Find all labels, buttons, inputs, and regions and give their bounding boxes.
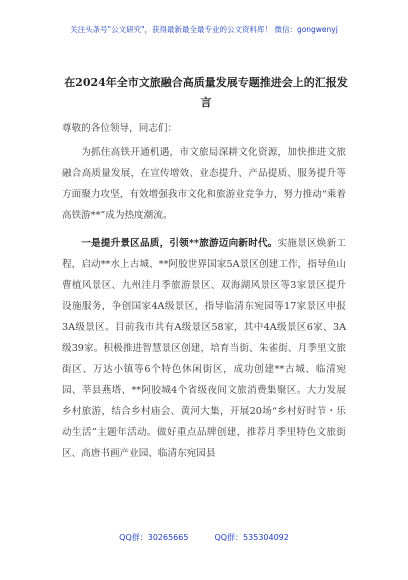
qq-footer — [0, 532, 408, 543]
paragraph-lead-heading: 一是提升景区品质，引领**旅游迈向新时代。 — [81, 238, 278, 249]
title-line-1: 在2024年全市文旅融合高质量发展专题推进会上的汇报发 — [64, 76, 348, 89]
title-line-2: 言 — [200, 96, 212, 109]
paragraph-intro: 为抓住高铁开通机遇，市文旅局深耕文化资源，加快推进文旅融合高质量发展，在宣传增效、业态提升、产品提质、服务提升等方面聚力攻坚，有效增强我市文化和旅游业竞争力，努力推动“乘着高铁游**”成为热度潮流。 — [62, 147, 346, 221]
promo-header: 关注头条号"公文研究"，获得最新最全最专业的公文资料库！ 微信：gongwenyj — [70, 25, 338, 34]
salutation: 尊敬的各位领导，同志们： — [62, 123, 178, 134]
paragraph-body-text: 实施景区焕新工程，启动**水上古城、**阿胶世界国家5A景区创建工作，指导鱼山曹植风景区、九州洼月季旅游景区、双海湖风景区等3家景区提升设施服务，争创国家4A级景区，指导临清东宛园等17家景区申报3A级景区。目前我市共有A级景区58家，其中4A级景区6家、3A级39家。积极推进智慧景区创建，培育当街、朱雀街、月季里文旅街区、万达小镇等6个特色休闲街区，成功创建**古城、临清宛园、莘县燕塔、**阿胶城4个省级夜间文旅消费集聚区。大力发展乡村旅游，结合乡村庙会、黄河大集，开展20场“乡村好时节・乐动生活”主题年活动。做好重点品牌创建，推荐月季里特色文旅街区、高唐书画产业园、临清东宛园县 — [62, 238, 346, 459]
document-body — [62, 118, 346, 464]
paragraph-scenic-quality — [62, 233, 346, 464]
qq-group-2: QQ群：535304092 — [214, 533, 289, 542]
qq-group-1: QQ群：30265665 — [119, 533, 189, 542]
document-title — [56, 73, 356, 113]
